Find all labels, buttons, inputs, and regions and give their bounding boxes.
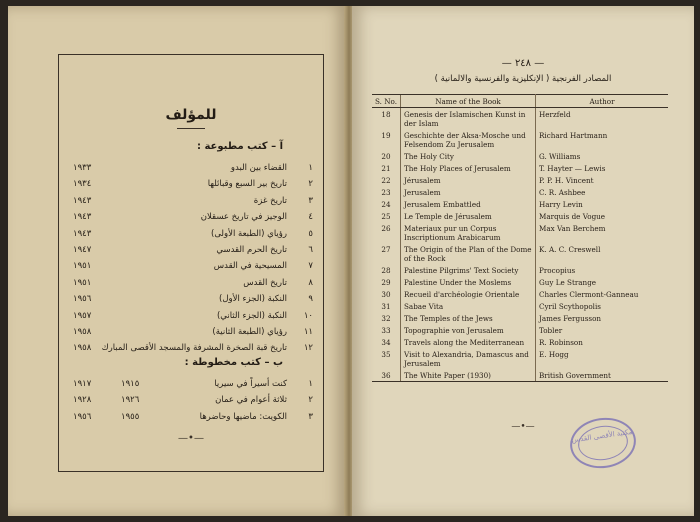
list-item xyxy=(73,377,313,391)
list-item xyxy=(73,259,313,273)
list-item xyxy=(73,325,313,339)
table-row xyxy=(372,264,668,276)
cell-author: C. R. Ashbee xyxy=(539,187,586,197)
item-year: ١٩٥١ xyxy=(73,261,92,272)
cell-book: The White Paper (1930) xyxy=(401,369,536,382)
table-header-row xyxy=(372,95,668,108)
item-title: تاريخ القدس xyxy=(243,277,287,288)
cell-book: The Holy City xyxy=(401,150,536,162)
cell-book: Le Temple de Jérusalem xyxy=(401,210,536,222)
item-year-from: ١٩٥٥ xyxy=(121,411,140,422)
table-row xyxy=(372,210,668,222)
cell-sno: 21 xyxy=(381,163,391,173)
cell-sno: 32 xyxy=(381,313,391,323)
table-row xyxy=(372,348,668,369)
table-row xyxy=(372,312,668,324)
list-item xyxy=(73,292,313,306)
item-number: ٩ xyxy=(308,294,313,305)
item-number: ٢ xyxy=(308,395,313,406)
cell-author: British Government xyxy=(536,369,669,382)
cell-sno: 27 xyxy=(381,244,391,254)
list-item xyxy=(73,210,313,224)
ornament-divider-right: —•— xyxy=(511,422,535,432)
cell-sno: 36 xyxy=(372,369,401,382)
item-number: ١١ xyxy=(303,327,313,337)
stamp-text: مكتبة الأقصى القدس xyxy=(571,427,633,445)
cell-book: Palestine Pilgrims' Text Society xyxy=(401,264,536,276)
item-year: ١٩٤٣ xyxy=(73,212,92,223)
cell-author: Tobler xyxy=(539,325,563,335)
item-year: ١٩٤٣ xyxy=(73,195,92,206)
table-row xyxy=(372,108,668,130)
cell-sno: 29 xyxy=(381,277,391,287)
item-year-from: ١٩٢٦ xyxy=(121,395,140,406)
item-number: ٥ xyxy=(308,228,313,239)
item-number: ١٢ xyxy=(303,343,313,354)
cell-book: The Origin of the Plan of the Dome of the Rock xyxy=(401,243,536,264)
cell-sno: 19 xyxy=(381,130,391,140)
cell-author: Harry Levin xyxy=(539,199,583,209)
column-header-book: Name of the Book xyxy=(401,95,536,108)
column-header-sno: S. No. xyxy=(372,95,401,108)
item-number: ٢ xyxy=(308,179,313,190)
cell-book: Palestine Under the Moslems xyxy=(401,276,536,288)
section-subtitle: المصادر الفرنجية ( الإنكليزية والفرنسية والالمانية ) xyxy=(434,74,612,84)
list-item xyxy=(73,161,313,175)
bibliography-table xyxy=(372,94,668,382)
cell-sno: 31 xyxy=(381,301,391,311)
item-number: ١ xyxy=(308,163,313,173)
cell-author: E. Hogg xyxy=(539,349,569,359)
cell-sno: 34 xyxy=(381,337,391,347)
item-title: كنت أسيراً في سيريا xyxy=(214,379,287,389)
item-title: المسيحية في القدس xyxy=(213,261,287,272)
cell-book: Visit to Alexandria, Damascus and Jerusalem xyxy=(401,348,536,369)
item-title: تاريخ قبة الصخرة المشرفة والمسجد الأقصى المبارك xyxy=(101,343,287,354)
cell-book: Materiaux pur un Corpus Inscriptionum Arabicarum xyxy=(401,222,536,243)
cell-author: Herzfeld xyxy=(539,109,571,119)
cell-book: Geschichte der Aksa-Mosche und Felsendom Zu Jerusalem xyxy=(401,129,536,150)
table-row xyxy=(372,222,668,243)
item-title: القضاء بين البدو xyxy=(230,163,287,173)
cell-author: P. P. H. Vincent xyxy=(539,175,594,185)
item-year: ١٩٤٧ xyxy=(73,245,92,255)
cell-author: T. Hayter — Lewis xyxy=(539,163,606,173)
cell-book: Genesis der Islamischen Kunst in der Islam xyxy=(401,108,536,130)
list-item xyxy=(73,243,313,257)
cell-sno: 22 xyxy=(381,175,391,185)
cell-author: K. A. C. Creswell xyxy=(539,244,601,254)
item-title: تاريخ الحرم القدسي xyxy=(216,245,287,255)
item-year: ١٩٣٣ xyxy=(73,163,92,173)
list-item xyxy=(73,227,313,241)
left-page-frame xyxy=(58,54,324,472)
cell-sno: 26 xyxy=(381,223,391,233)
cell-sno: 24 xyxy=(381,199,391,209)
item-title: النكبة (الجزء الأول) xyxy=(219,294,287,305)
table-row xyxy=(372,174,668,186)
cell-book: Sabae Vita xyxy=(401,300,536,312)
table-row xyxy=(372,300,668,312)
table-row xyxy=(372,243,668,264)
cell-book: Jerusalem xyxy=(401,186,536,198)
cell-author: Marquis de Vogue xyxy=(539,211,606,221)
cell-author: Richard Hartmann xyxy=(539,130,608,140)
cell-author: Cyril Scythopolis xyxy=(539,301,601,311)
item-number: ١ xyxy=(308,379,313,389)
cell-sno: 35 xyxy=(381,349,391,359)
item-number: ٤ xyxy=(308,212,313,223)
cell-author: Procopius xyxy=(539,265,576,275)
item-year-to: ١٩١٧ xyxy=(73,379,92,389)
cell-author: R. Robinson xyxy=(539,337,583,347)
cell-sno: 20 xyxy=(381,151,391,161)
manuscript-books-heading: ب – كتب مخطوطة : xyxy=(184,357,283,368)
item-title: ثلاثة أعوام في عمان xyxy=(215,395,287,406)
item-year: ١٩٥١ xyxy=(73,277,92,288)
item-number: ٣ xyxy=(308,195,313,206)
item-title: رؤياي (الطبعة الثانية) xyxy=(212,327,287,337)
item-number: ٣ xyxy=(308,411,313,422)
item-number: ٧ xyxy=(308,261,313,272)
item-title: تاريخ غزة xyxy=(253,195,287,206)
item-title: الكويت: ماضيها وحاضرها xyxy=(199,411,287,422)
item-title: النكبة (الجزء الثاني) xyxy=(216,310,287,321)
table-row xyxy=(372,324,668,336)
table-row xyxy=(372,198,668,210)
ornament-divider: —•— xyxy=(178,433,204,444)
item-year: ١٩٥٧ xyxy=(73,310,92,321)
cell-author: Charles Clermont-Ganneau xyxy=(539,289,639,299)
item-year: ١٩٥٨ xyxy=(73,327,92,337)
cell-book: Jerusalem Embattled xyxy=(401,198,536,210)
item-number: ١٠ xyxy=(303,310,313,321)
cell-book: Jérusalem xyxy=(401,174,536,186)
table-row xyxy=(372,150,668,162)
cell-sno: 28 xyxy=(381,265,391,275)
cell-sno: 25 xyxy=(381,211,391,221)
item-number: ٨ xyxy=(308,277,313,288)
item-year: ١٩٣٤ xyxy=(73,179,92,190)
cell-book: Recueil d'archéologie Orientale xyxy=(401,288,536,300)
list-item xyxy=(73,309,313,323)
item-number: ٦ xyxy=(308,245,313,255)
table-row xyxy=(372,288,668,300)
item-title: رؤياي (الطبعة الأولى) xyxy=(211,228,287,239)
list-item xyxy=(73,393,313,407)
bibliography-rows xyxy=(372,108,668,382)
cell-sno: 18 xyxy=(381,109,391,119)
cell-sno: 30 xyxy=(381,289,391,299)
printed-books-heading: آ – كتب مطبوعة : xyxy=(196,141,283,152)
list-item xyxy=(73,276,313,290)
table-row xyxy=(372,129,668,150)
cell-book: Topographie von Jerusalem xyxy=(401,324,536,336)
right-page xyxy=(352,6,694,516)
cell-book: The Temples of the Jews xyxy=(401,312,536,324)
list-item xyxy=(73,410,313,424)
table-row xyxy=(372,276,668,288)
item-year: ١٩٥٨ xyxy=(73,343,92,354)
item-year-from: ١٩١٥ xyxy=(121,379,140,389)
page-title: للمؤلف xyxy=(165,107,217,123)
page-number: — ٢٤٨ — xyxy=(501,58,545,69)
cell-sno: 23 xyxy=(381,187,391,197)
cell-author: Guy Le Strange xyxy=(539,277,597,287)
item-year-to: ١٩٥٦ xyxy=(73,411,92,422)
item-title: تاريخ بير السبع وقبائلها xyxy=(207,179,287,190)
item-year: ١٩٤٣ xyxy=(73,228,92,239)
item-year-to: ١٩٢٨ xyxy=(73,395,92,406)
column-header-author: Author xyxy=(536,95,669,108)
cell-book: Travels along the Mediterranean xyxy=(401,336,536,348)
list-item xyxy=(73,177,313,191)
cell-book: The Holy Places of Jerusalem xyxy=(401,162,536,174)
table-row xyxy=(372,369,668,382)
item-year: ١٩٥٦ xyxy=(73,294,92,305)
item-title: الوجيز في تاريخ عسقلان xyxy=(200,212,287,223)
title-rule xyxy=(177,128,205,129)
table-row xyxy=(372,186,668,198)
table-row xyxy=(372,162,668,174)
list-item xyxy=(73,341,313,355)
list-item xyxy=(73,194,313,208)
cell-author: James Fergusson xyxy=(539,313,602,323)
cell-author: G. Williams xyxy=(539,151,581,161)
table-row xyxy=(372,336,668,348)
cell-sno: 33 xyxy=(381,325,391,335)
cell-author: Max Van Berchem xyxy=(539,223,606,233)
left-page xyxy=(8,6,346,516)
